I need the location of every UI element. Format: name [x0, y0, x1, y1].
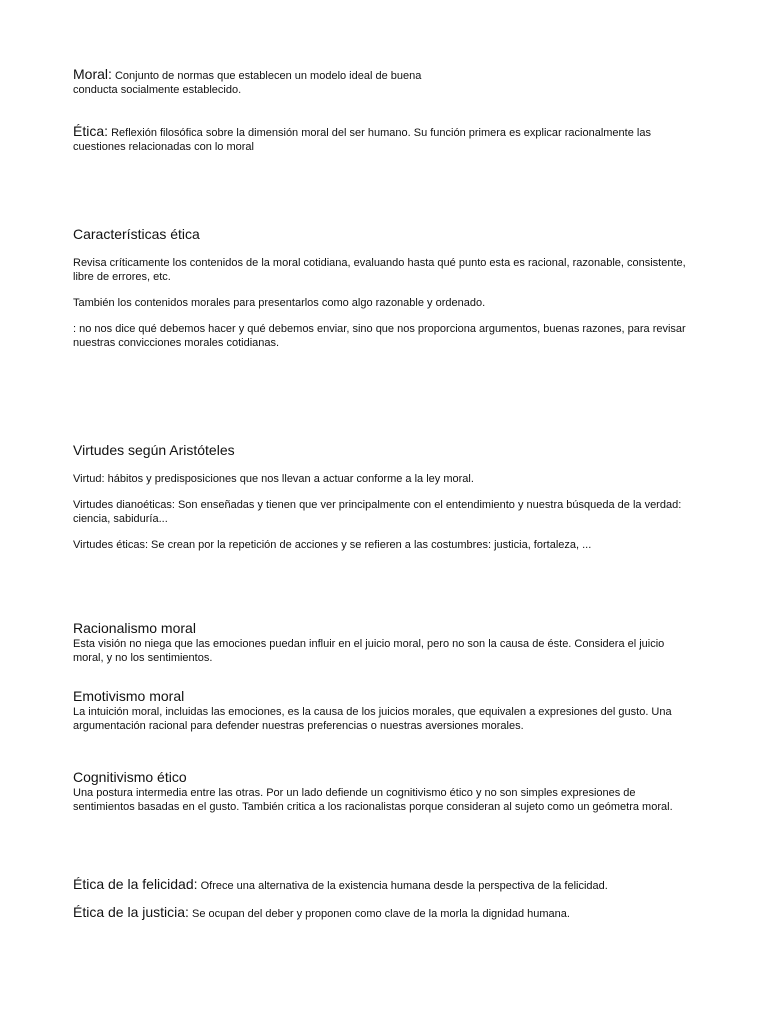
term-etica: Ética:	[73, 123, 109, 139]
term-moral: Moral:	[73, 66, 112, 82]
definition-moral-text-2: conducta socialmente establecido.	[73, 84, 242, 96]
term-felicidad: Ética de la felicidad:	[73, 876, 198, 892]
definition-etica-text: Reflexión filosófica sobre la dimensión moral del ser humano. Su función primera es explicar racionalmente las cuestiones relacionadas con lo moral	[73, 127, 651, 153]
paragraph: Virtudes dianoéticas: Son enseñadas y tienen que ver principalmente con el entendimiento y nuestra búsqueda de la verdad: ciencia, sabiduría...	[73, 499, 682, 525]
section-cognitivismo	[73, 769, 693, 814]
definition-felicidad-text: Ofrece una alternativa de la existencia humana desde la perspectiva de la felicidad.	[200, 880, 608, 892]
paragraph: Virtudes éticas: Se crean por la repetición de acciones y se refieren a las costumbres: justicia, fortaleza, ...	[73, 539, 592, 551]
definition-etica	[73, 124, 693, 154]
paragraph: Esta visión no niega que las emociones puedan influir en el juicio moral, pero no son la causa de éste. Considera el juicio moral, y no los sentimientos.	[73, 638, 665, 664]
section-racionalismo	[73, 620, 693, 665]
section-virtudes	[73, 442, 693, 552]
paragraph: Revisa críticamente los contenidos de la moral cotidiana, evaluando hasta qué punto esta es racional, razonable, consistente, libre de errores, etc.	[73, 257, 686, 283]
section-title-cognitivismo: Cognitivismo ético	[73, 769, 187, 785]
paragraph: Virtud: hábitos y predisposiciones que nos llevan a actuar conforme a la ley moral.	[73, 473, 474, 485]
definition-justicia	[73, 905, 693, 921]
paragraph: La intuición moral, incluidas las emociones, es la causa de los juicios morales, que equivalen a expresiones del gusto. Una argumentación racional para defender nuestras preferencias o nuestras aversiones morales.	[73, 706, 672, 732]
paragraph: También los contenidos morales para presentarlos como algo razonable y ordenado.	[73, 297, 486, 309]
term-justicia: Ética de la justicia:	[73, 904, 189, 920]
section-title-caracteristicas: Características ética	[73, 226, 200, 242]
definition-moral-text: Conjunto de normas que establecen un modelo ideal de buena	[114, 70, 422, 82]
section-emotivismo	[73, 688, 693, 733]
section-title-virtudes: Virtudes según Aristóteles	[73, 442, 235, 458]
section-title-emotivismo: Emotivismo moral	[73, 688, 185, 704]
definition-felicidad	[73, 877, 693, 893]
definition-justicia-text: Se ocupan del deber y proponen como clave de la morla la dignidad humana.	[192, 908, 570, 920]
definition-moral	[73, 67, 473, 97]
section-caracteristicas	[73, 226, 693, 350]
section-title-racionalismo: Racionalismo moral	[73, 620, 196, 636]
paragraph: : no nos dice qué debemos hacer y qué debemos enviar, sino que nos proporciona argumentos, buenas razones, para revisar nuestras convicciones morales cotidianas.	[73, 323, 686, 349]
paragraph: Una postura intermedia entre las otras. Por un lado defiende un cognitivismo ético y no son simples expresiones de sentimientos basadas en el gusto. También critica a los racionalistas porque consideran al sujeto como un geómetra moral.	[73, 787, 673, 813]
